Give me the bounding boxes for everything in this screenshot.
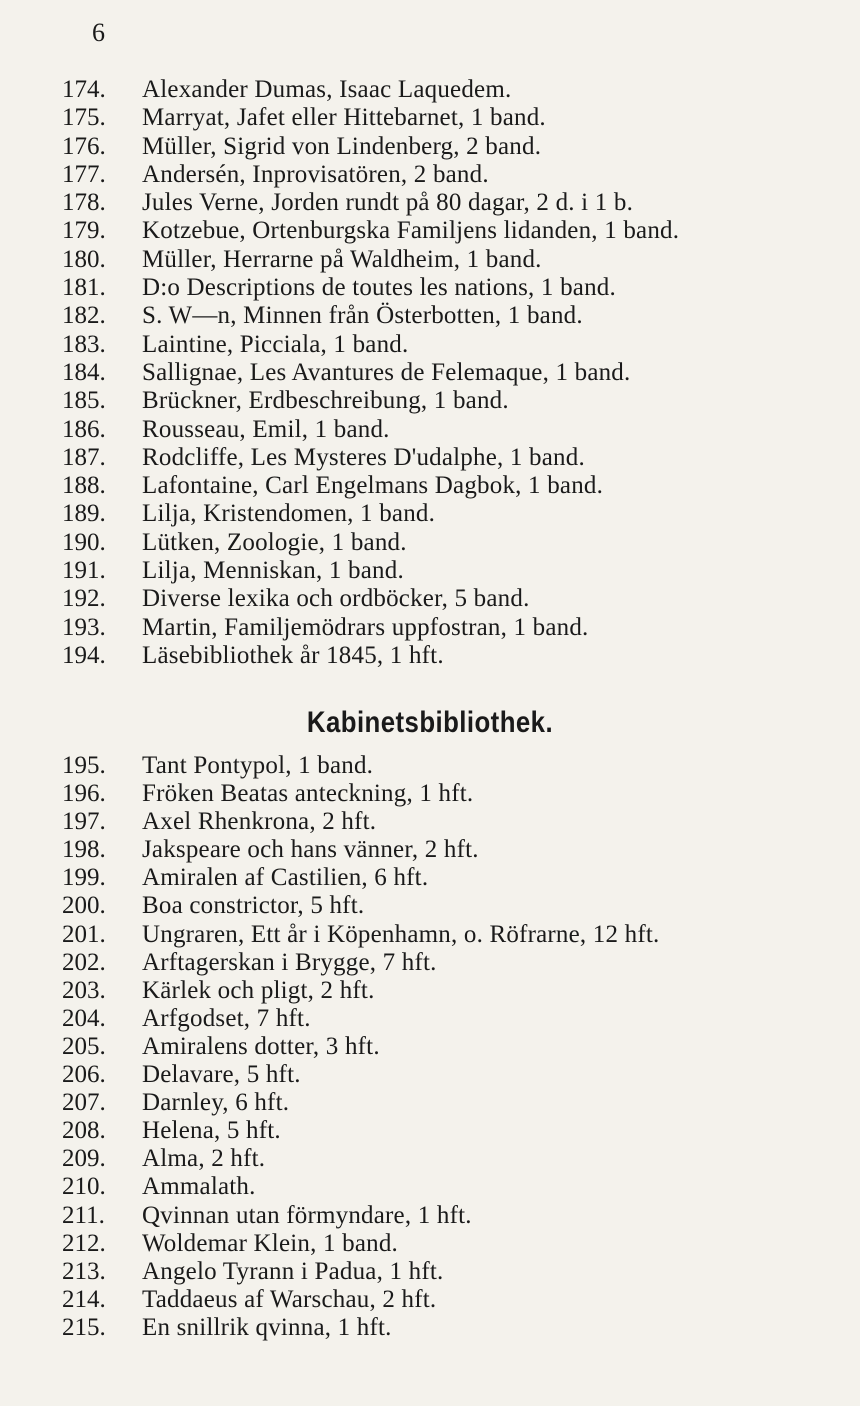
entry-number: 213. (62, 1257, 106, 1285)
entry-number: 185. (62, 387, 106, 415)
entry-number: 200. (62, 892, 106, 920)
entry-title: Alma, 2 hft. (142, 1145, 266, 1173)
section-heading: Kabinetsbibliothek. (306, 706, 554, 739)
catalog-entry (62, 1145, 852, 1173)
entry-title: Lütken, Zoologie, 1 band. (142, 528, 407, 556)
catalog-entry (62, 76, 852, 104)
catalog-entry (62, 921, 852, 949)
catalog-entry (62, 1314, 852, 1342)
entry-number: 206. (62, 1061, 106, 1089)
entry-number: 194. (62, 641, 106, 669)
entry-title: Fröken Beatas anteckning, 1 hft. (142, 780, 474, 808)
entry-number: 192. (62, 585, 106, 613)
entry-number: 207. (62, 1089, 106, 1117)
catalog-entry (62, 892, 852, 920)
entry-number: 183. (62, 330, 106, 358)
catalog-entry (62, 331, 852, 359)
entry-number: 198. (62, 836, 106, 864)
entry-number: 189. (62, 500, 106, 528)
entry-number: 201. (62, 920, 106, 948)
page-number: 6 (92, 18, 105, 47)
entry-title: Andersén, Inprovisatören, 2 band. (142, 160, 489, 188)
catalog-entry (62, 1061, 852, 1089)
entry-title: Müller, Herrarne på Waldheim, 1 band. (142, 245, 542, 273)
entry-title: Rodcliffe, Les Mysteres D'udalphe, 1 band. (142, 443, 585, 471)
catalog-list-kabinetsbibliothek (62, 752, 852, 1342)
entry-number: 190. (62, 528, 106, 556)
entry-title: Lilja, Menniskan, 1 band. (142, 557, 404, 585)
catalog-entry (62, 808, 852, 836)
entry-title: Boa constrictor, 5 hft. (142, 892, 365, 920)
catalog-entry (62, 500, 852, 528)
catalog-entry (62, 1230, 852, 1258)
entry-number: 199. (62, 864, 106, 892)
catalog-entry (62, 133, 852, 161)
entry-title: Arftagerskan i Brygge, 7 hft. (142, 948, 437, 976)
catalog-entry (62, 359, 852, 387)
catalog-entry (62, 472, 852, 500)
entry-title: Jules Verne, Jorden rundt på 80 dagar, 2 d. i 1 b. (142, 189, 634, 217)
catalog-entry (62, 1173, 852, 1201)
catalog-entry (62, 614, 852, 642)
entry-number: 174. (62, 76, 106, 103)
catalog-entry (62, 302, 852, 330)
catalog-entry (62, 217, 852, 245)
entry-number: 204. (62, 1004, 106, 1032)
entry-title: Kotzebue, Ortenburgska Familjens lidanden, 1 band. (142, 217, 680, 245)
entry-number: 178. (62, 189, 106, 217)
entry-number: 205. (62, 1032, 106, 1060)
entry-number: 180. (62, 245, 106, 273)
entry-title: Diverse lexika och ordböcker, 5 band. (142, 585, 530, 613)
entry-title: Arfgodset, 7 hft. (142, 1004, 311, 1032)
entry-number: 191. (62, 557, 106, 585)
entry-title: Ammalath. (142, 1173, 256, 1201)
entry-title: Lafontaine, Carl Engelmans Dagbok, 1 band. (142, 472, 604, 500)
entry-number: 179. (62, 217, 106, 245)
entry-title: Woldemar Klein, 1 band. (142, 1229, 398, 1257)
entry-title: Tant Pontypol, 1 band. (142, 752, 374, 779)
entry-title: Angelo Tyrann i Padua, 1 hft. (142, 1257, 444, 1285)
catalog-entry (62, 1005, 852, 1033)
catalog-entry (62, 416, 852, 444)
catalog-entry (62, 1033, 852, 1061)
entry-number: 209. (62, 1145, 106, 1173)
entry-title: S. W—n, Minnen från Österbotten, 1 band. (142, 302, 583, 330)
entry-number: 203. (62, 976, 106, 1004)
entry-number: 188. (62, 472, 106, 500)
entry-number: 187. (62, 443, 106, 471)
catalog-list-main (62, 76, 852, 670)
entry-title: Marryat, Jafet eller Hittebarnet, 1 band. (142, 104, 546, 132)
catalog-entry (62, 557, 852, 585)
entry-number: 182. (62, 302, 106, 330)
entry-number: 177. (62, 160, 106, 188)
entry-title: Müller, Sigrid von Lindenberg, 2 band. (142, 132, 542, 160)
catalog-entry (62, 444, 852, 472)
entry-number: 208. (62, 1117, 106, 1145)
entry-title: Helena, 5 hft. (142, 1117, 281, 1145)
entry-title: Darnley, 6 hft. (142, 1089, 290, 1117)
entry-title: Läsebibliothek år 1845, 1 hft. (142, 641, 444, 669)
entry-number: 186. (62, 415, 106, 443)
entry-number: 175. (62, 104, 106, 132)
entry-number: 215. (62, 1313, 106, 1341)
catalog-entry (62, 1202, 852, 1230)
catalog-entry (62, 161, 852, 189)
catalog-entry (62, 949, 852, 977)
catalog-entry (62, 780, 852, 808)
entry-title: Martin, Familjemödrars uppfostran, 1 band. (142, 613, 589, 641)
entry-number: 210. (62, 1173, 106, 1201)
entry-title: Amiralens dotter, 3 hft. (142, 1032, 380, 1060)
catalog-entry (62, 1089, 852, 1117)
entry-number: 195. (62, 752, 106, 779)
entry-title: En snillrik qvinna, 1 hft. (142, 1313, 392, 1341)
entry-title: Kärlek och pligt, 2 hft. (142, 976, 375, 1004)
entry-number: 196. (62, 780, 106, 808)
catalog-entry (62, 585, 852, 613)
catalog-entry (62, 274, 852, 302)
catalog-entry (62, 977, 852, 1005)
catalog-entry (62, 836, 852, 864)
entry-number: 214. (62, 1285, 106, 1313)
entry-title: Ungraren, Ett år i Köpenhamn, o. Röfrarne, 12 hft. (142, 920, 660, 948)
catalog-entry (62, 529, 852, 557)
catalog-entry (62, 104, 852, 132)
entry-title: Amiralen af Castilien, 6 hft. (142, 864, 429, 892)
entry-title: Qvinnan utan förmyndare, 1 hft. (142, 1201, 472, 1229)
entry-title: Jakspeare och hans vänner, 2 hft. (142, 836, 479, 864)
entry-number: 184. (62, 358, 106, 386)
entry-number: 197. (62, 808, 106, 836)
entry-number: 181. (62, 274, 106, 302)
entry-number: 212. (62, 1229, 106, 1257)
entry-title: Laintine, Picciala, 1 band. (142, 330, 409, 358)
entry-title: Taddaeus af Warschau, 2 hft. (142, 1285, 437, 1313)
entry-title: D:o Descriptions de toutes les nations, 1 band. (142, 274, 616, 302)
catalog-entry (62, 1258, 852, 1286)
entry-number: 211. (62, 1201, 105, 1229)
entry-title: Delavare, 5 hft. (142, 1061, 301, 1089)
entry-title: Rousseau, Emil, 1 band. (142, 415, 390, 443)
entry-title: Axel Rhenkrona, 2 hft. (142, 808, 377, 836)
entry-title: Lilja, Kristendomen, 1 band. (142, 500, 436, 528)
entry-number: 176. (62, 132, 106, 160)
catalog-entry (62, 246, 852, 274)
entry-title: Alexander Dumas, Isaac Laquedem. (142, 76, 512, 103)
entry-title: Brückner, Erdbeschreibung, 1 band. (142, 387, 509, 415)
catalog-entry (62, 1286, 852, 1314)
entry-number: 193. (62, 613, 106, 641)
catalog-entry (62, 642, 852, 670)
catalog-entry (62, 189, 852, 217)
catalog-entry (62, 387, 852, 415)
catalog-entry (62, 864, 852, 892)
catalog-entry (62, 1117, 852, 1145)
entry-number: 202. (62, 948, 106, 976)
entry-title: Sallignae, Les Avantures de Felemaque, 1 band. (142, 358, 631, 386)
catalog-entry (62, 752, 852, 780)
